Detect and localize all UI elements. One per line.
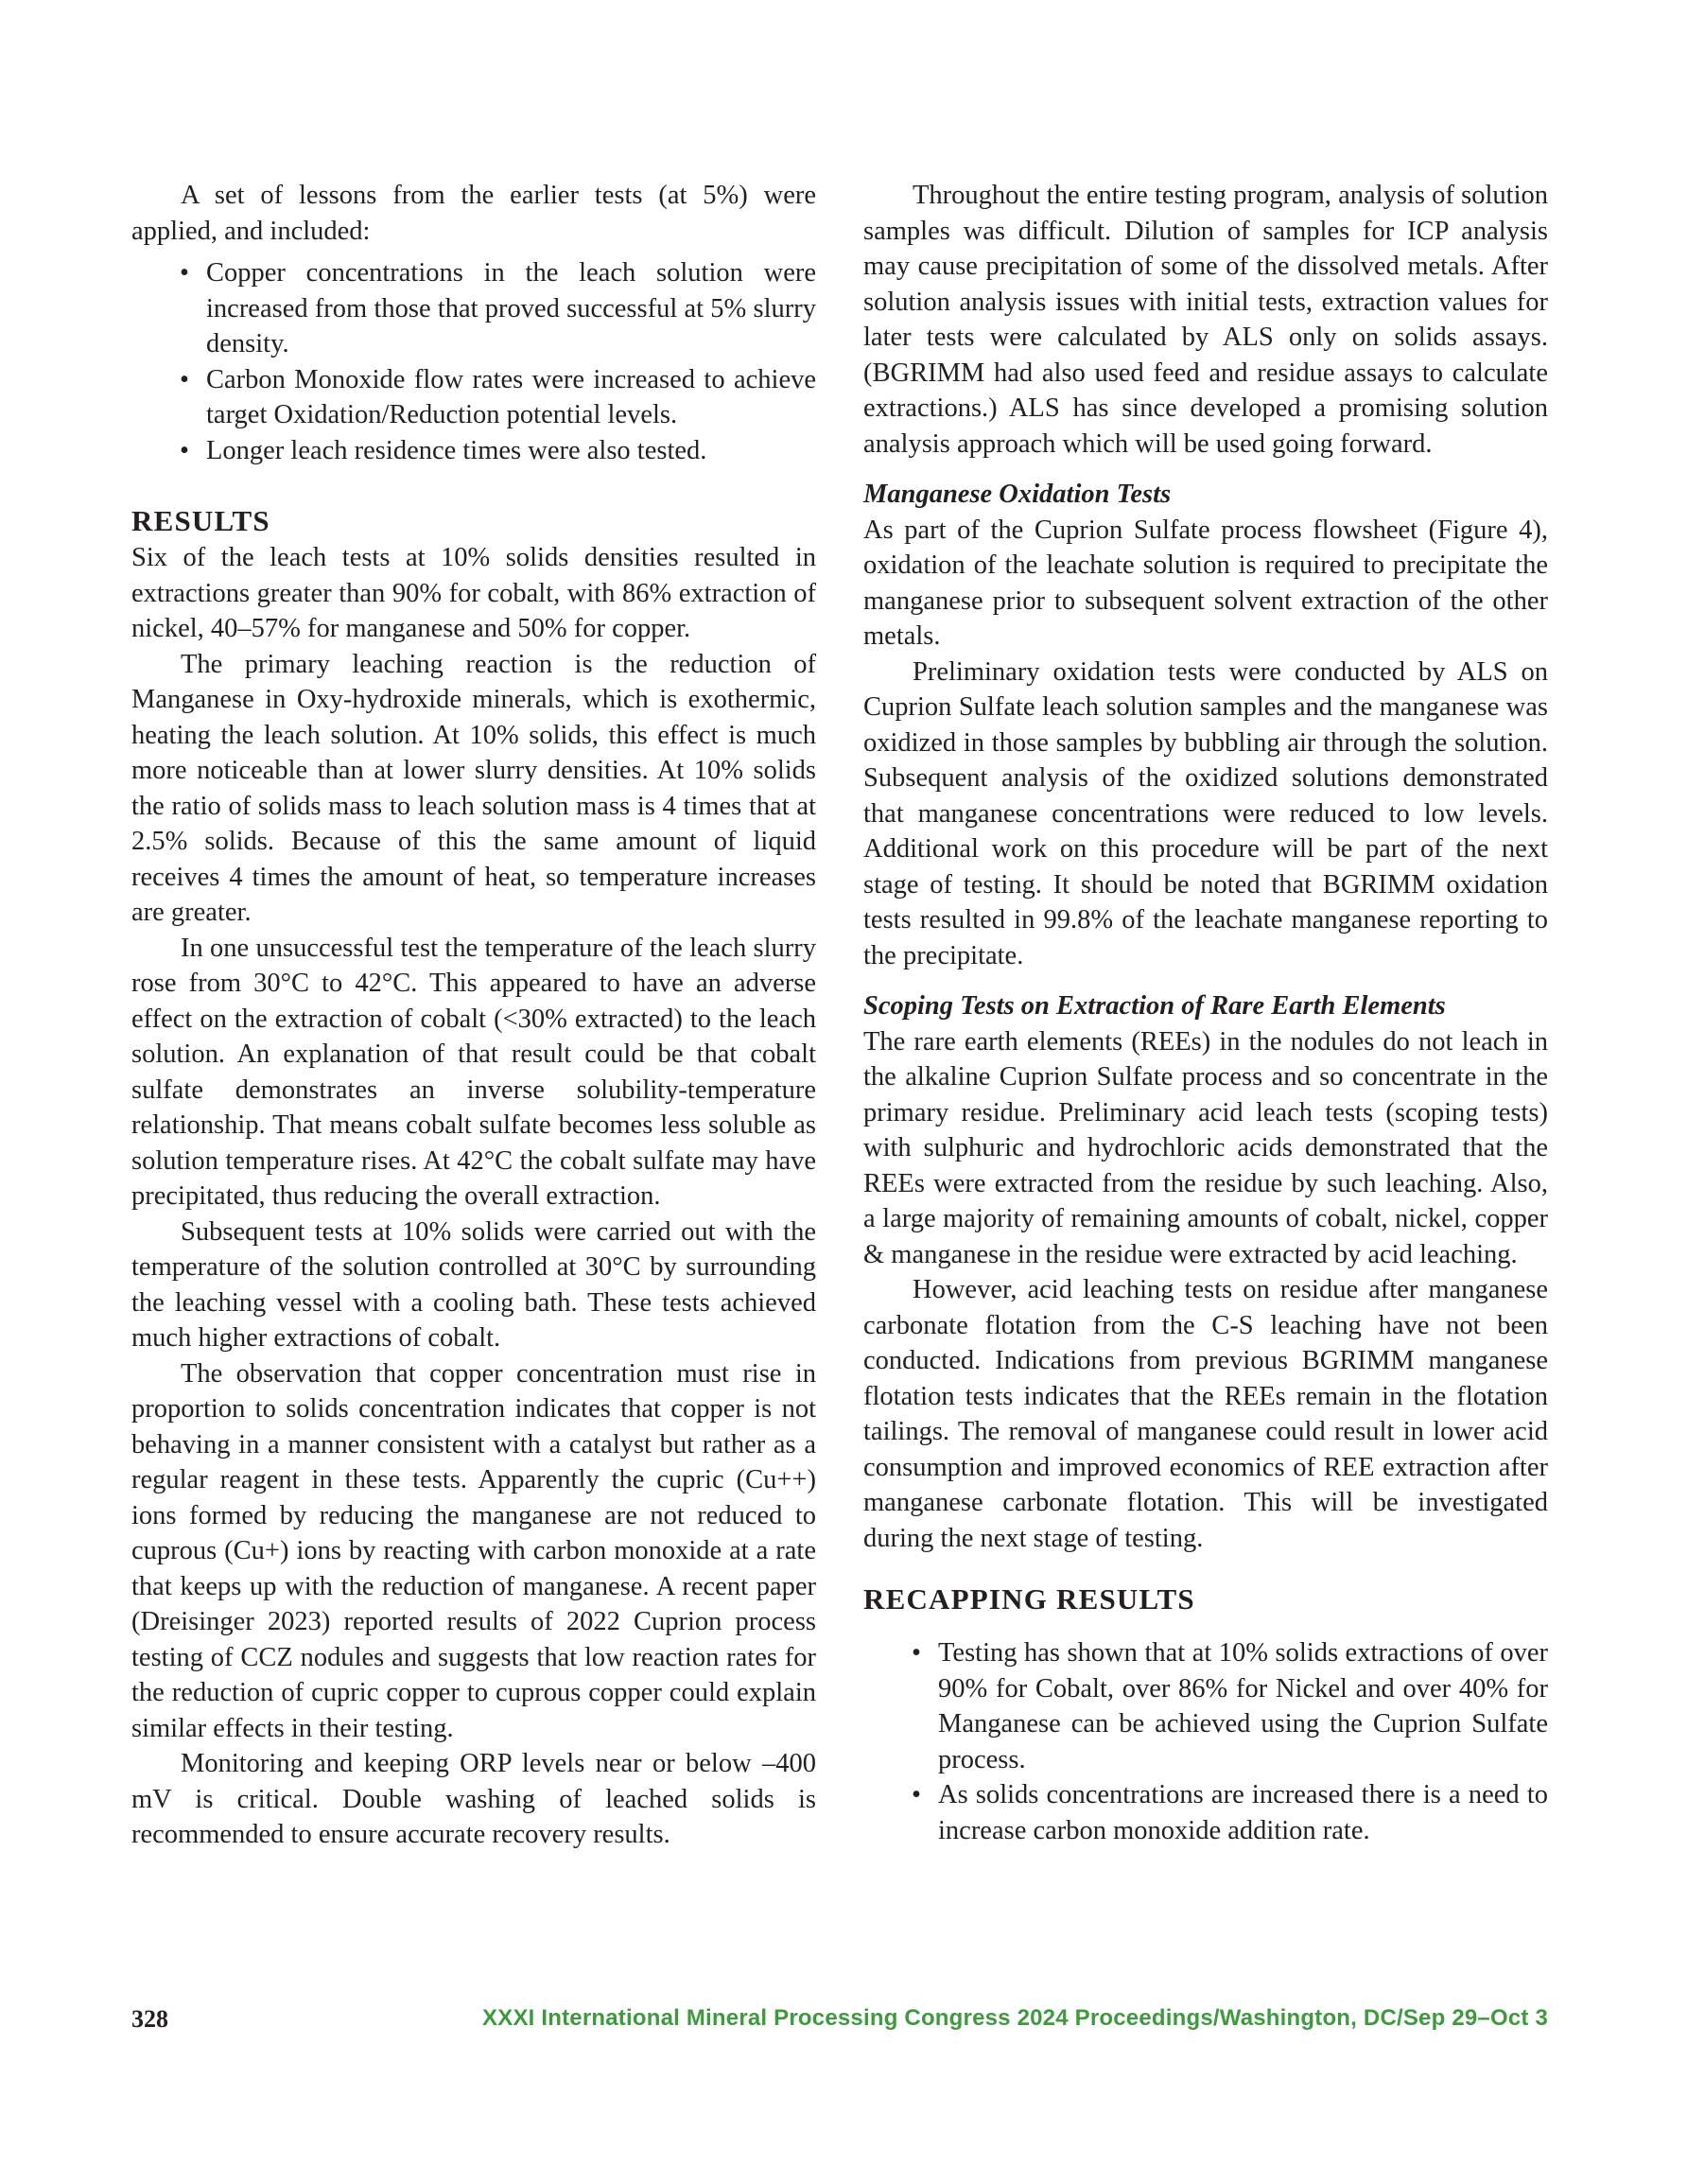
bullet-icon: • bbox=[912, 1780, 921, 1809]
page-footer bbox=[131, 2005, 1548, 2043]
body-paragraph: The rare earth elements (REEs) in the nodules do not leach in the alkaline Cuprion Sulfate process and so concentrate in the primary residue. Preliminary acid leach tests (scoping tests) with sulphuric and hydrochloric acids demonstrated that the REEs were extracted from the residue by such leaching. Also, a large majority of remaining amounts of cobalt, nickel, copper & manganese in the residue were extracted by acid leaching. bbox=[863, 1026, 1548, 1269]
body-paragraph: In one unsuccessful test the temperature of the leach slurry rose from 30°C to 42°C. This appeared to have an adverse effect on the extraction of cobalt (<30% extracted) to the leach solution. An explanation of that result could be that cobalt sulfate demonstrates an inverse solubility-temperature relationship. That means cobalt sulfate becomes less soluble as solution temperature rises. At 42°C the cobalt sulfate may have precipitated, thus reducing the overall extraction. bbox=[131, 933, 816, 1211]
bullet-icon: • bbox=[180, 258, 189, 288]
list-item: • As solids concentrations are increased there is a need to increase carbon monoxide addition rate. bbox=[863, 1777, 1548, 1848]
recap-bullet-list bbox=[863, 1635, 1548, 1848]
body-paragraph: Subsequent tests at 10% solids were carried out with the temperature of the solution controlled at 30°C by surrounding the leaching vessel with a cooling bath. These tests achieved much higher extractions of cobalt. bbox=[131, 1216, 816, 1353]
left-column bbox=[131, 178, 816, 1853]
body-paragraph: However, acid leaching tests on residue after manganese carbonate flotation from the C-S leaching have not been conducted. Indications from previous BGRIMM manganese flotation tests indicates that the REEs remain in the flotation tailings. The removal of manganese could result in lower acid consumption and improved economics of REE extraction after manganese carbonate flotation. This will be investigated during the next stage of testing. bbox=[863, 1275, 1548, 1553]
body-paragraph: Preliminary oxidation tests were conducted by ALS on Cuprion Sulfate leach solution samples and the manganese was oxidized in those samples by bubbling air through the solution. Subsequent analysis of the oxidized solutions demonstrated that manganese concentrations were reduced to low levels. Additional work on this procedure will be part of the next stage of testing. It should be noted that BGRIMM oxidation tests resulted in 99.8% of the leachate manganese reporting to the precipitate. bbox=[863, 656, 1548, 970]
body-paragraph: Throughout the entire testing program, analysis of solution samples was difficult. Dilution of samples for ICP analysis may cause precipitation of some of the dissolved metals. After solution analysis issues with initial tests, extraction values for later tests were calculated by ALS only on solids assays. (BGRIMM had also used feed and residue assays to calculate extractions.) ALS has since developed a promising solution analysis approach which will be used going forward. bbox=[863, 181, 1548, 459]
results-paragraph: Six of the leach tests at 10% solids densities resulted in extractions greater than 90% for cobalt, with 86% extraction of nickel, 40–57% for manganese and 50% for copper. bbox=[131, 543, 816, 643]
list-item: • Testing has shown that at 10% solids extractions of over 90% for Cobalt, over 86% for Nickel and over 40% for Manganese can be achieved using the Cuprion Sulfate process. bbox=[863, 1635, 1548, 1777]
intro-bullet-list bbox=[131, 255, 816, 468]
body-paragraph: The primary leaching reaction is the reduction of Manganese in Oxy-hydroxide minerals, which is exothermic, heating the leach solution. At 10% solids, this effect is much more noticeable than at lower slurry densities. At 10% solids the ratio of solids mass to leach solution mass is 4 times that at 2.5% solids. Because of this the same amount of liquid receives 4 times the amount of heat, so temperature increases are greater. bbox=[131, 649, 816, 927]
bullet-icon: • bbox=[180, 435, 189, 465]
running-footer-title: XXXI International Mineral Processing Congress 2024 Proceedings/Washington, DC/Sep 29–Oct 3 bbox=[482, 2005, 1548, 2031]
right-column bbox=[863, 178, 1548, 1848]
ree-scoping-heading: Scoping Tests on Extraction of Rare Earth Elements bbox=[863, 991, 1446, 1021]
recapping-results-heading: RECAPPING RESULTS bbox=[863, 1582, 1195, 1616]
bullet-icon: • bbox=[180, 364, 189, 394]
page-number: 328 bbox=[131, 2005, 168, 2033]
list-item: • Longer leach residence times were also tested. bbox=[131, 433, 816, 469]
body-paragraph: The observation that copper concentration must rise in proportion to solids concentration indicates that copper is not behaving in a manner consistent with a catalyst but rather as a regular reagent in these tests. Apparently the cupric (Cu++) ions formed by reducing the manganese are not reduced to cuprous (Cu+) ions by reacting with carbon monoxide at a rate that keeps up with the reduction of manganese. A recent paper (Dreisinger 2023) reported results of 2022 Cuprion process testing of CCZ nodules and suggests that low reaction rates for the reduction of cupric copper to cuprous copper could explain similar effects in their testing. bbox=[131, 1358, 816, 1743]
manganese-oxidation-heading: Manganese Oxidation Tests bbox=[863, 480, 1172, 509]
bullet-icon: • bbox=[912, 1638, 921, 1668]
results-heading: RESULTS bbox=[131, 504, 270, 537]
body-paragraph: As part of the Cuprion Sulfate process flowsheet (Figure 4), oxidation of the leachate solution is required to precipitate the manganese prior to subsequent solvent extraction of the other metals. bbox=[863, 515, 1548, 651]
list-item: • Carbon Monoxide flow rates were increased to achieve target Oxidation/Reduction potential levels. bbox=[131, 362, 816, 433]
intro-paragraph: A set of lessons from the earlier tests (at 5%) were applied, and included: bbox=[131, 181, 816, 246]
body-paragraph: Monitoring and keeping ORP levels near or below –400 mV is critical. Double washing of leached solids is recommended to ensure accurate recovery results. bbox=[131, 1749, 816, 1849]
list-item: • Copper concentrations in the leach solution were increased from those that proved successful at 5% slurry density. bbox=[131, 255, 816, 362]
